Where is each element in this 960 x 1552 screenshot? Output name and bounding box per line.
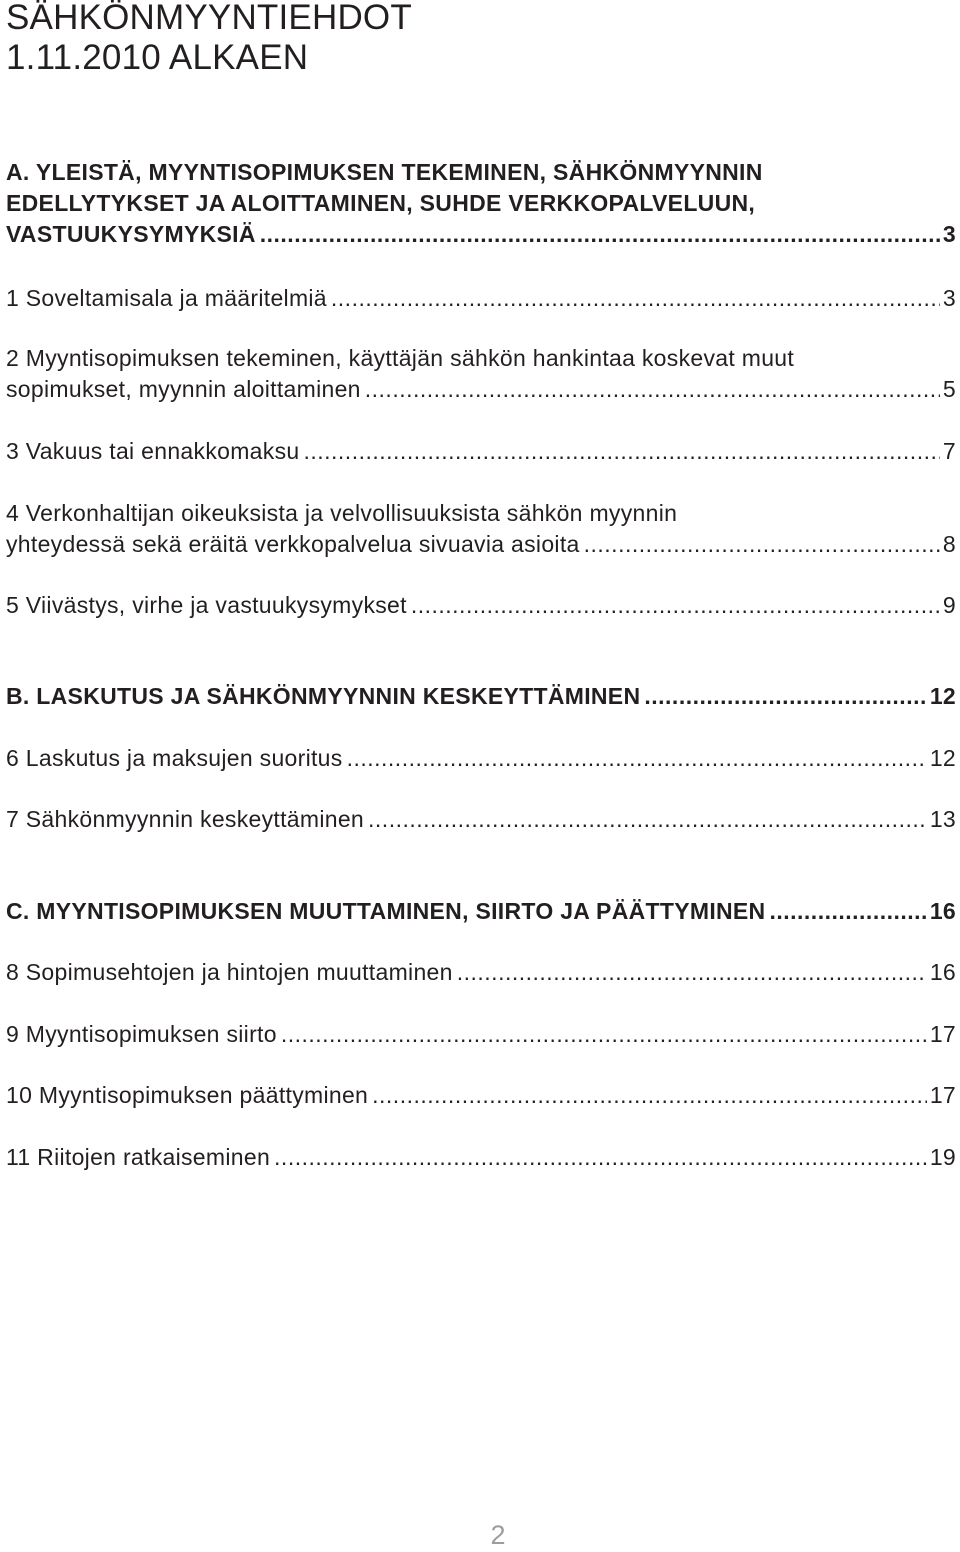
toc-item-2-label: sopimukset, myynnin aloittaminen bbox=[6, 376, 361, 402]
toc-item-4[interactable] bbox=[6, 498, 956, 560]
toc-section-a-line-3 bbox=[6, 219, 956, 250]
toc-item-6-line bbox=[6, 743, 956, 774]
toc-item-1-label: 1 Soveltamisala ja määritelmiä bbox=[6, 285, 327, 311]
toc-section-b[interactable] bbox=[6, 681, 956, 712]
toc-section-b-line bbox=[6, 681, 956, 712]
dot-leader bbox=[457, 957, 927, 988]
toc-item-5-line bbox=[6, 590, 956, 621]
toc-item-2[interactable] bbox=[6, 343, 956, 405]
toc-section-b-page: 12 bbox=[929, 683, 956, 709]
toc-item-5[interactable] bbox=[6, 590, 956, 621]
toc-section-c[interactable] bbox=[6, 896, 956, 927]
dot-leader bbox=[584, 529, 940, 560]
toc-section-c-line bbox=[6, 896, 956, 927]
toc-item-11-page: 19 bbox=[929, 1144, 956, 1170]
toc-item-7[interactable] bbox=[6, 804, 956, 835]
toc-item-2-page: 5 bbox=[942, 376, 956, 402]
toc-item-3-line bbox=[6, 436, 956, 467]
toc-item-10-line bbox=[6, 1080, 956, 1111]
dot-leader bbox=[303, 436, 939, 467]
dot-leader bbox=[260, 219, 940, 250]
footer-page-number: 2 bbox=[490, 1520, 506, 1550]
toc-section-a-line-1: A. YLEISTÄ, MYYNTISOPIMUKSEN TEKEMINEN, SÄHKÖNMYYNNIN bbox=[6, 159, 763, 185]
document-title bbox=[6, 0, 412, 78]
toc-item-1[interactable] bbox=[6, 283, 956, 314]
document-title-line-2: 1.11.2010 ALKAEN bbox=[6, 38, 309, 77]
toc-item-2-line-2 bbox=[6, 374, 956, 405]
toc-item-8-line bbox=[6, 957, 956, 988]
dot-leader bbox=[281, 1019, 927, 1050]
dot-leader bbox=[347, 743, 927, 774]
toc-item-3-label: 3 Vakuus tai ennakkomaksu bbox=[6, 438, 300, 464]
toc-section-c-page: 16 bbox=[929, 898, 956, 924]
toc-item-3[interactable] bbox=[6, 436, 956, 467]
dot-leader bbox=[331, 283, 940, 314]
toc-item-11[interactable] bbox=[6, 1142, 956, 1173]
toc-item-6-label: 6 Laskutus ja maksujen suoritus bbox=[6, 745, 343, 771]
toc-item-5-page: 9 bbox=[942, 592, 956, 618]
toc-item-6-page: 12 bbox=[929, 745, 956, 771]
toc-item-5-label: 5 Viivästys, virhe ja vastuukysymykset bbox=[6, 592, 407, 618]
dot-leader bbox=[644, 681, 926, 712]
toc-item-9-line bbox=[6, 1019, 956, 1050]
toc-section-c-label: C. MYYNTISOPIMUKSEN MUUTTAMINEN, SIIRTO JA PÄÄTTYMINEN bbox=[6, 898, 766, 924]
toc-item-1-page: 3 bbox=[942, 285, 956, 311]
toc-item-11-line bbox=[6, 1142, 956, 1173]
toc-item-8-label: 8 Sopimusehtojen ja hintojen muuttaminen bbox=[6, 959, 453, 985]
toc-section-a-line-2: EDELLYTYKSET JA ALOITTAMINEN, SUHDE VERKKOPALVELUUN, bbox=[6, 190, 756, 216]
toc-section-a[interactable] bbox=[6, 157, 956, 250]
toc-item-10[interactable] bbox=[6, 1080, 956, 1111]
toc-item-6[interactable] bbox=[6, 743, 956, 774]
dot-leader bbox=[769, 896, 926, 927]
toc-item-10-label: 10 Myyntisopimuksen päättyminen bbox=[6, 1082, 369, 1108]
toc-item-4-label: yhteydessä sekä eräitä verkkopalvelua sivuavia asioita bbox=[6, 531, 580, 557]
toc-item-4-line-1: 4 Verkonhaltijan oikeuksista ja velvollisuuksista sähkön myynnin bbox=[6, 500, 678, 526]
toc-item-10-page: 17 bbox=[929, 1082, 956, 1108]
toc-section-a-page: 3 bbox=[942, 221, 956, 247]
toc-section-a-label: VASTUUKYSYMYKSIÄ bbox=[6, 221, 256, 247]
toc-item-9-label: 9 Myyntisopimuksen siirto bbox=[6, 1021, 277, 1047]
toc-item-1-line bbox=[6, 283, 956, 314]
toc-item-7-line bbox=[6, 804, 956, 835]
dot-leader bbox=[274, 1142, 927, 1173]
toc-section-b-label: B. LASKUTUS JA SÄHKÖNMYYNNIN KESKEYTTÄMINEN bbox=[6, 683, 641, 709]
dot-leader bbox=[411, 590, 940, 621]
toc-item-11-label: 11 Riitojen ratkaiseminen bbox=[6, 1144, 271, 1170]
document-title-line-1: SÄHKÖNMYYNTIEHDOT bbox=[6, 0, 412, 37]
toc-item-9[interactable] bbox=[6, 1019, 956, 1050]
toc-item-2-line-1: 2 Myyntisopimuksen tekeminen, käyttäjän sähkön hankintaa koskevat muut bbox=[6, 345, 795, 371]
dot-leader bbox=[368, 804, 927, 835]
toc-item-4-line-2 bbox=[6, 529, 956, 560]
toc-item-9-page: 17 bbox=[929, 1021, 956, 1047]
dot-leader bbox=[365, 374, 940, 405]
toc-item-7-page: 13 bbox=[929, 806, 956, 832]
toc-item-4-page: 8 bbox=[942, 531, 956, 557]
dot-leader bbox=[372, 1080, 927, 1111]
toc-item-8-page: 16 bbox=[929, 959, 956, 985]
toc-item-7-label: 7 Sähkönmyynnin keskeyttäminen bbox=[6, 806, 365, 832]
toc-item-8[interactable] bbox=[6, 957, 956, 988]
toc-item-3-page: 7 bbox=[942, 438, 956, 464]
